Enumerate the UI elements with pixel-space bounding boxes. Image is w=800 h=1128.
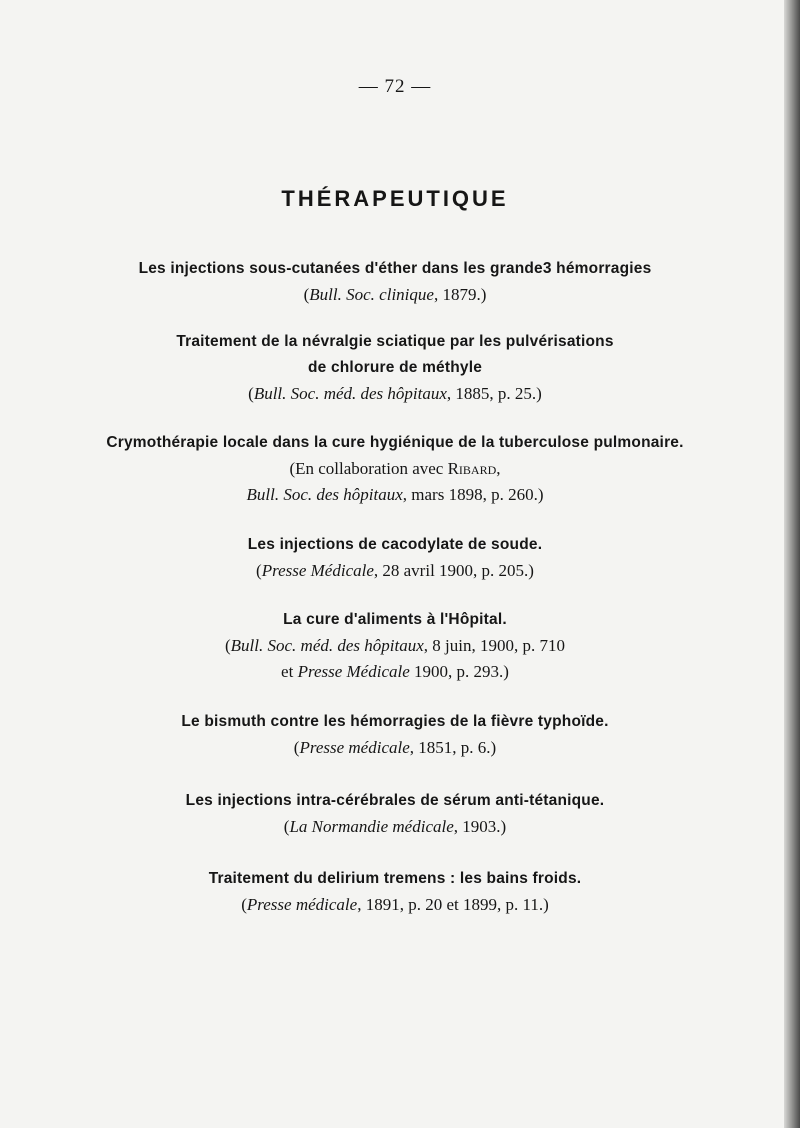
entry-title: Les injections intra-cérébrales de sérum anti-tétanique. — [185, 792, 605, 809]
entry-reference: (Presse Médicale, 28 avril 1900, p. 205.) — [256, 561, 534, 580]
entry-title: Les injections sous-cutanées d'éther dans les grande3 hémorragies — [138, 260, 652, 277]
page-number: — 72 — — [358, 76, 432, 97]
bibliography-entry — [0, 866, 790, 918]
entry-title: Crymothérapie locale dans la cure hygiénique de la tuberculose pulmonaire. — [106, 434, 684, 451]
bibliography-entry — [0, 256, 790, 308]
journal-name: Bull. Soc. des hôpitaux — [246, 485, 403, 504]
journal-name: Presse Médicale — [297, 662, 410, 681]
journal-name: Bull. Soc. méd. des hôpitaux — [230, 636, 424, 655]
journal-name: Presse Médicale — [261, 561, 374, 580]
entry-title: Le bismuth contre les hémorragies de la fièvre typhoïde. — [181, 713, 609, 730]
entry-title: Traitement de la névralgie sciatique par les pulvérisations — [176, 333, 614, 350]
bibliography-entry — [0, 788, 790, 840]
entry-reference: (Presse médicale, 1851, p. 6.) — [293, 738, 497, 757]
entry-title: Traitement du delirium tremens : les bains froids. — [208, 870, 582, 887]
entry-reference: (La Normandie médicale, 1903.) — [283, 817, 507, 836]
bibliography-entry — [0, 709, 790, 761]
bibliography-entry — [0, 607, 790, 685]
bibliography-entry — [0, 532, 790, 584]
entry-title: La cure d'aliments à l'Hôpital. — [283, 611, 507, 628]
entry-reference: (Presse médicale, 1891, p. 20 et 1899, p. 11.) — [241, 895, 549, 914]
journal-name: Presse médicale — [299, 738, 410, 757]
entry-reference: (Bull. Soc. méd. des hôpitaux, 8 juin, 1900, p. 710 — [225, 636, 565, 655]
coauthor-name: Ribard, — [447, 459, 501, 478]
entry-reference: (Bull. Soc. clinique, 1879.) — [303, 285, 487, 304]
journal-name: Presse médicale — [246, 895, 358, 914]
section-title: THÉRAPEUTIQUE — [281, 186, 509, 211]
bibliography-entry — [0, 329, 790, 407]
entry-reference: (Bull. Soc. méd. des hôpitaux, 1885, p. 25.) — [248, 384, 542, 403]
entry-reference: (En collaboration avec Ribard, — [289, 459, 501, 478]
entry-title: de chlorure de méthyle — [307, 359, 483, 376]
journal-name: Bull. Soc. clinique — [309, 285, 434, 304]
entry-reference: et Presse Médicale 1900, p. 293.) — [281, 662, 509, 681]
entry-title: Les injections de cacodylate de soude. — [247, 536, 543, 553]
entry-reference: Bull. Soc. des hôpitaux, mars 1898, p. 260.) — [246, 485, 544, 504]
journal-name: Bull. Soc. méd. des hôpitaux — [253, 384, 447, 403]
bibliography-entry — [0, 430, 790, 508]
journal-name: La Normandie médicale — [289, 817, 454, 836]
